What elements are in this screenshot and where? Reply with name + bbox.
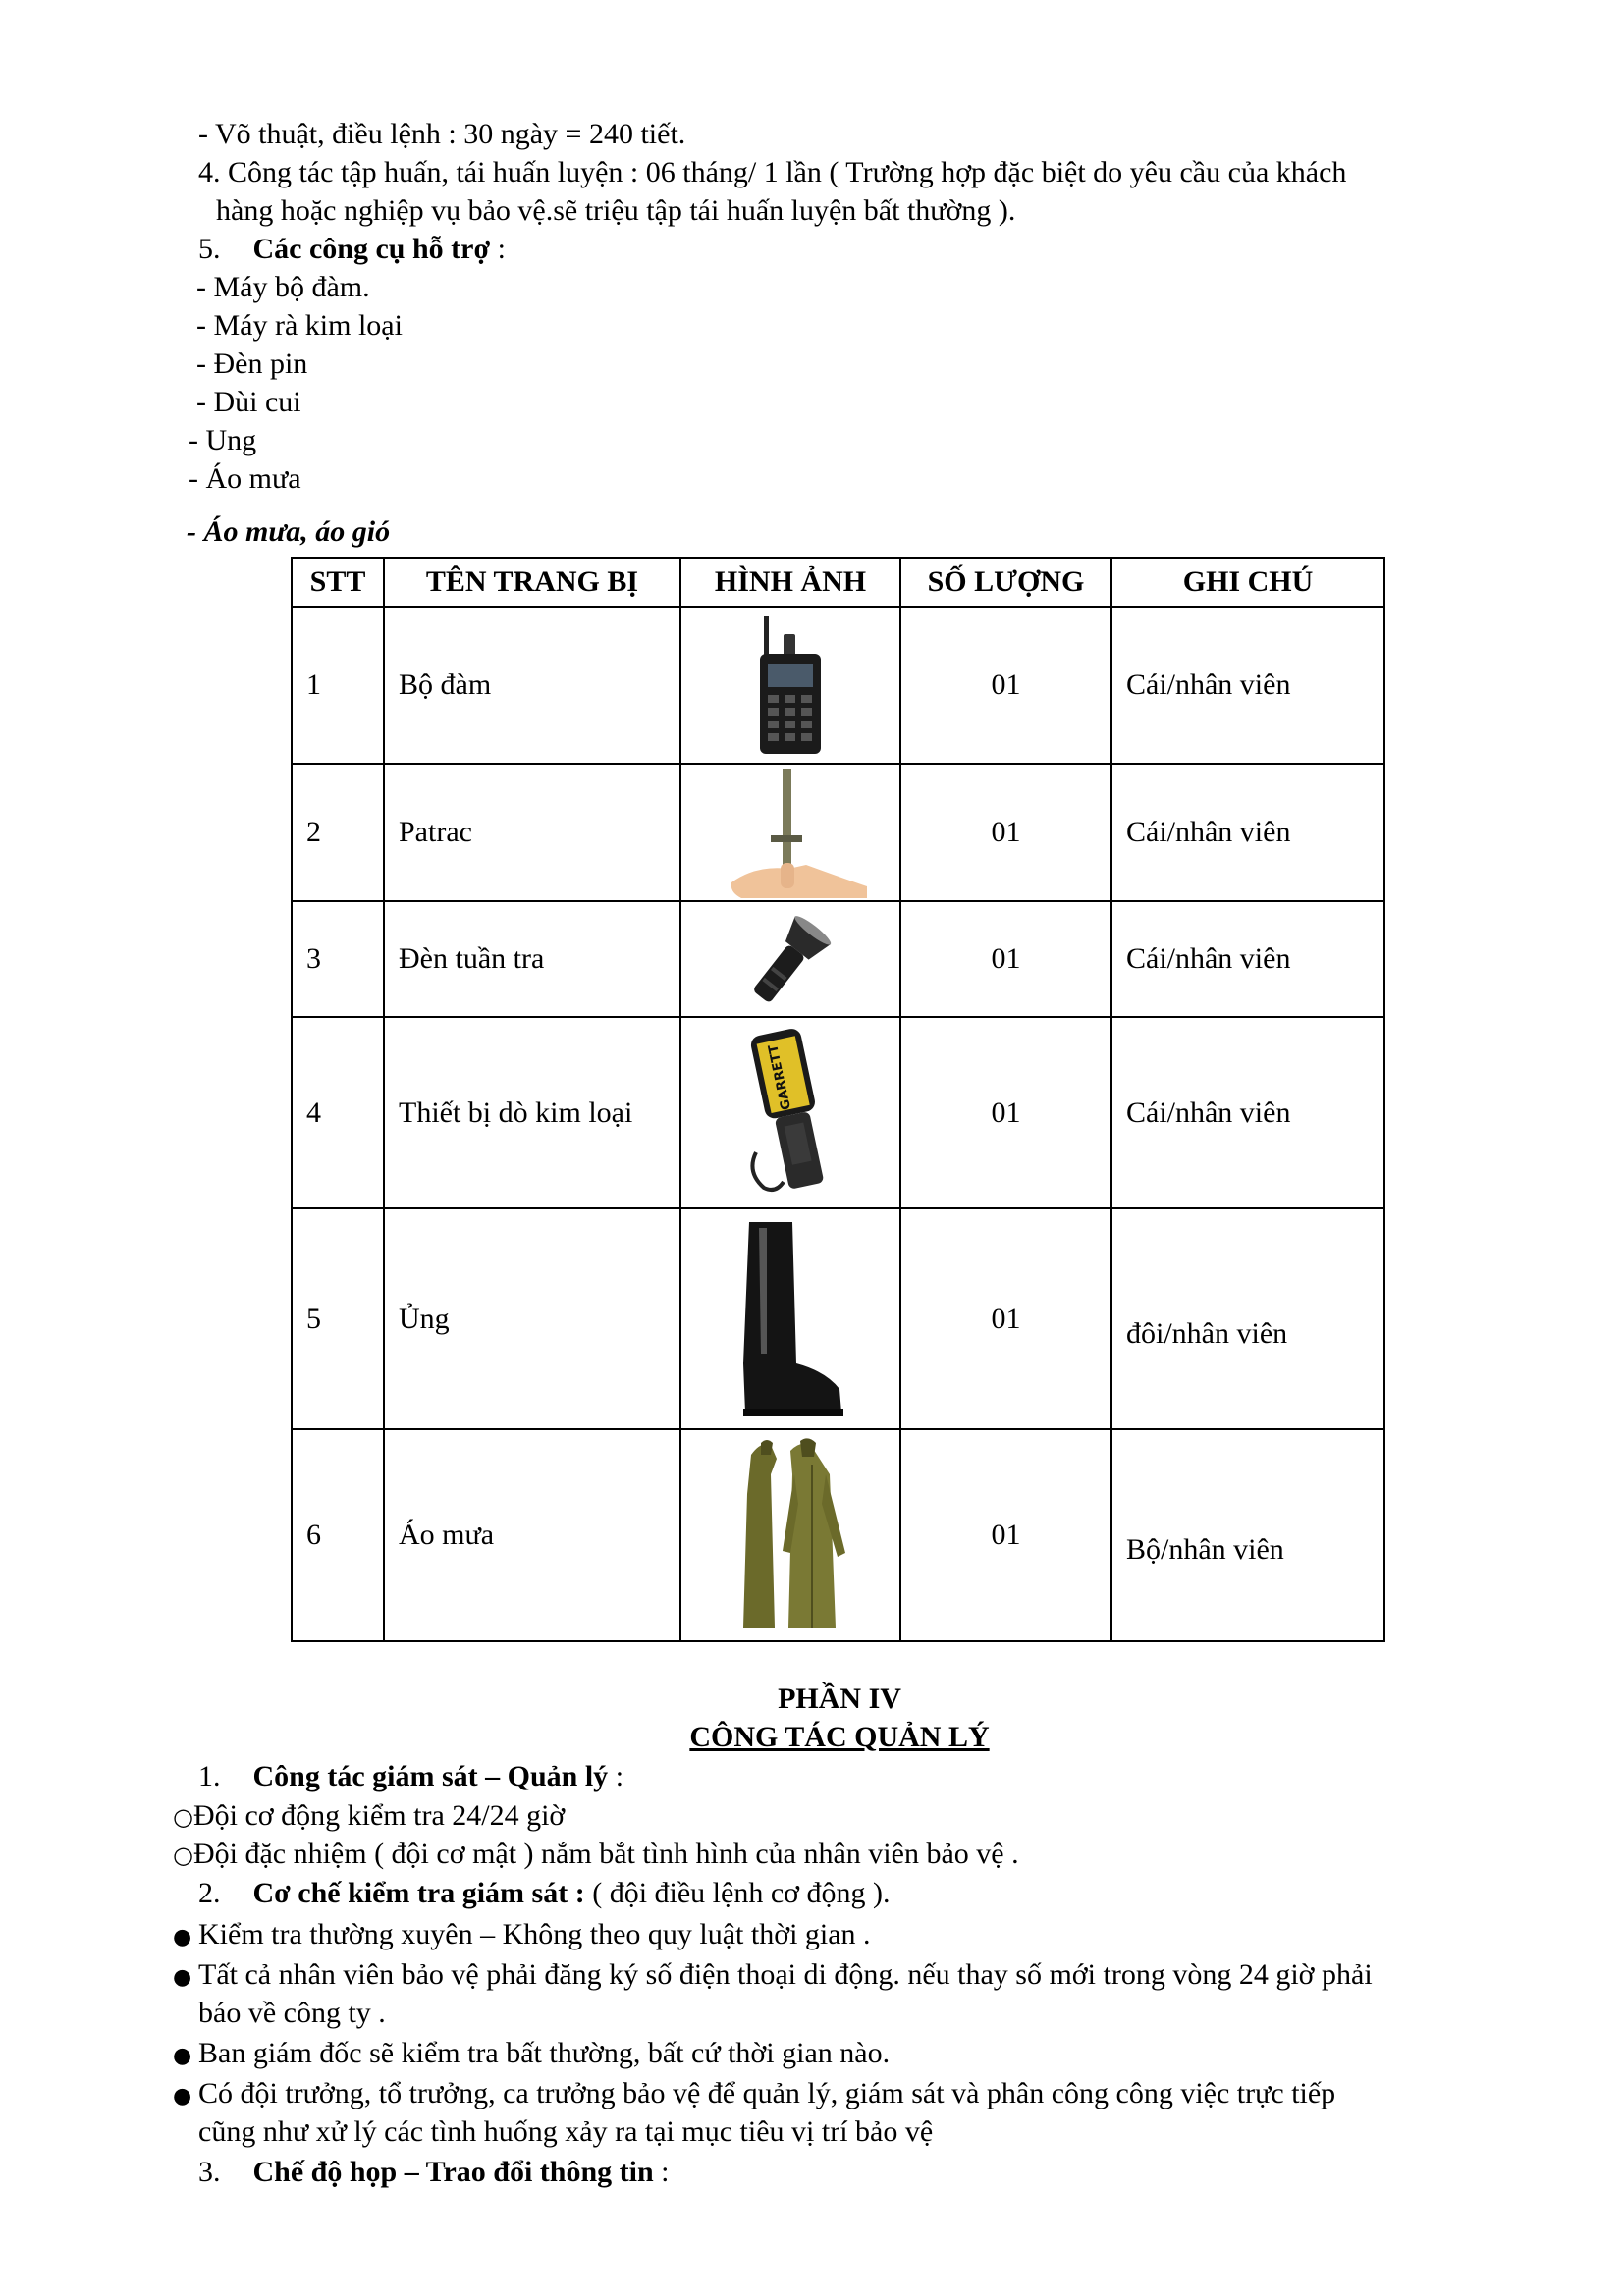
header-name: TÊN TRANG BỊ — [384, 558, 680, 607]
row-quantity: 01 — [900, 1208, 1111, 1429]
tool-item: - Áo mưa — [189, 462, 301, 495]
row-note: Cái/nhân viên — [1111, 607, 1384, 764]
bullet-icon: ● — [173, 2044, 192, 2068]
row-name: Bộ đàm — [384, 607, 680, 764]
header-stt: STT — [292, 558, 384, 607]
row-note: Cái/nhân viên — [1111, 901, 1384, 1017]
header-note: GHI CHÚ — [1111, 558, 1384, 607]
section-title: CÔNG TÁC QUẢN LÝ — [689, 1721, 990, 1753]
header-quantity: SỐ LƯỢNG — [900, 558, 1111, 607]
list-item-text: Tất cả nhân viên bảo vệ phải đăng ký số điện thoại di động. nếu thay số mới trong vòng 24 giờ phải — [198, 1958, 1373, 1991]
bullet-list-item — [173, 2075, 1335, 2115]
tool-item: - Ung — [189, 424, 257, 456]
row-stt: 3 — [292, 901, 384, 1017]
circle-bullet-icon: ○ — [173, 1803, 193, 1831]
item-colon: : — [653, 2156, 670, 2188]
rubber-boot-icon — [681, 1216, 899, 1422]
row-name: Ủng — [384, 1208, 680, 1429]
row-name: Patrac — [384, 764, 680, 901]
raincoat-icon — [681, 1435, 899, 1636]
list-item-text: Kiểm tra thường xuyên – Không theo quy luật thời gian . — [198, 1918, 871, 1950]
meeting-heading — [198, 2154, 670, 2191]
raincoat-subheading: - Áo mưa, áo gió — [187, 515, 391, 548]
row-quantity: 01 — [900, 901, 1111, 1017]
row-quantity: 01 — [900, 607, 1111, 764]
item-number: 1. — [198, 1760, 221, 1792]
item-colon: : — [608, 1760, 624, 1792]
list-item-text: Đội đặc nhiệm ( đội cơ mật ) nắm bắt tình hình của nhân viên bảo vệ . — [192, 1838, 1019, 1870]
row-stt: 6 — [292, 1429, 384, 1641]
circle-bullet-icon: ○ — [173, 1842, 193, 1869]
equipment-table — [291, 557, 1385, 1642]
bullet-icon: ● — [173, 1965, 192, 1990]
table-row — [292, 607, 1384, 764]
table-row — [292, 764, 1384, 901]
tool-item: - Dùi cui — [196, 386, 301, 418]
baton-icon — [681, 767, 899, 898]
tool-item: - Đèn pin — [196, 347, 308, 380]
circle-list-item — [173, 1836, 1019, 1874]
row-quantity: 01 — [900, 1429, 1111, 1641]
row-name: Áo mưa — [384, 1429, 680, 1641]
bullet-list-item — [173, 1956, 1373, 1997]
bullet-icon: ● — [173, 2084, 192, 2109]
bullet-list-item-cont: cũng như xử lý các tình huống xảy ra tại mục tiêu vị trí bảo vệ — [198, 2115, 934, 2148]
circle-list-item — [173, 1797, 565, 1836]
support-tools-heading — [198, 231, 506, 268]
item-colon: : — [490, 233, 506, 265]
bullet-list-item — [173, 1916, 871, 1956]
row-stt: 4 — [292, 1017, 384, 1208]
row-stt: 2 — [292, 764, 384, 901]
item-number: 5. — [198, 233, 221, 265]
tool-item: - Máy bộ đàm. — [196, 271, 370, 303]
flashlight-icon — [681, 905, 899, 1013]
bullet-list-item-cont: báo về công ty . — [198, 1997, 386, 2029]
table-row — [292, 901, 1384, 1017]
row-note: Cái/nhân viên — [1111, 1017, 1384, 1208]
table-header-row — [292, 558, 1384, 607]
row-name: Đèn tuần tra — [384, 901, 680, 1017]
metal-detector-logo: GARRETT — [766, 1042, 795, 1111]
list-item-text: Ban giám đốc sẽ kiểm tra bất thường, bất cứ thời gian nào. — [198, 2037, 891, 2069]
training-line-retraining-cont: hàng hoặc nghiệp vụ bảo vệ.sẽ triệu tập tái huấn luyện bất thường ). — [216, 194, 1016, 227]
row-name: Thiết bị dò kim loại — [384, 1017, 680, 1208]
table-row — [292, 1208, 1384, 1429]
table-row — [292, 1429, 1384, 1641]
bullet-icon: ● — [173, 1925, 192, 1949]
row-note: Cái/nhân viên — [1111, 764, 1384, 901]
part-number: PHẦN IV — [778, 1682, 901, 1715]
item-title: Công tác giám sát – Quản lý — [252, 1760, 609, 1792]
inspection-heading — [198, 1875, 891, 1912]
row-stt: 5 — [292, 1208, 384, 1429]
item-title: Chế độ họp – Trao đổi thông tin — [252, 2156, 654, 2188]
item-number: 2. — [198, 1877, 221, 1909]
list-item-text: Đội cơ động kiểm tra 24/24 giờ — [192, 1799, 566, 1832]
training-line-retraining: 4. Công tác tập huấn, tái huấn luyện : 06 tháng/ 1 lần ( Trường hợp đặc biệt do yêu cầu của khách — [198, 156, 1347, 188]
table-row — [292, 1017, 1384, 1208]
row-note: đôi/nhân viên — [1111, 1208, 1384, 1429]
row-stt: 1 — [292, 607, 384, 764]
row-quantity: 01 — [900, 1017, 1111, 1208]
walkie-talkie-icon — [681, 614, 899, 757]
list-item-text: Có đội trưởng, tổ trưởng, ca trưởng bảo vệ để quản lý, giám sát và phân công công việc trực tiếp — [198, 2077, 1336, 2109]
row-quantity: 01 — [900, 764, 1111, 901]
item-number: 3. — [198, 2156, 221, 2188]
item-title: Cơ chế kiểm tra giám sát : — [252, 1877, 585, 1909]
tool-item: - Máy rà kim loại — [196, 309, 403, 342]
row-note: Bộ/nhân viên — [1111, 1429, 1384, 1641]
training-line-martial-arts: - Võ thuật, điều lệnh : 30 ngày = 240 tiết. — [198, 118, 686, 150]
item-rest: ( đội điều lệnh cơ động ). — [584, 1877, 891, 1909]
bullet-list-item — [173, 2035, 890, 2075]
header-image: HÌNH ẢNH — [680, 558, 900, 607]
metal-detector-icon — [681, 1025, 899, 1201]
item-title: Các công cụ hỗ trợ — [252, 233, 491, 265]
management-heading — [198, 1758, 623, 1795]
